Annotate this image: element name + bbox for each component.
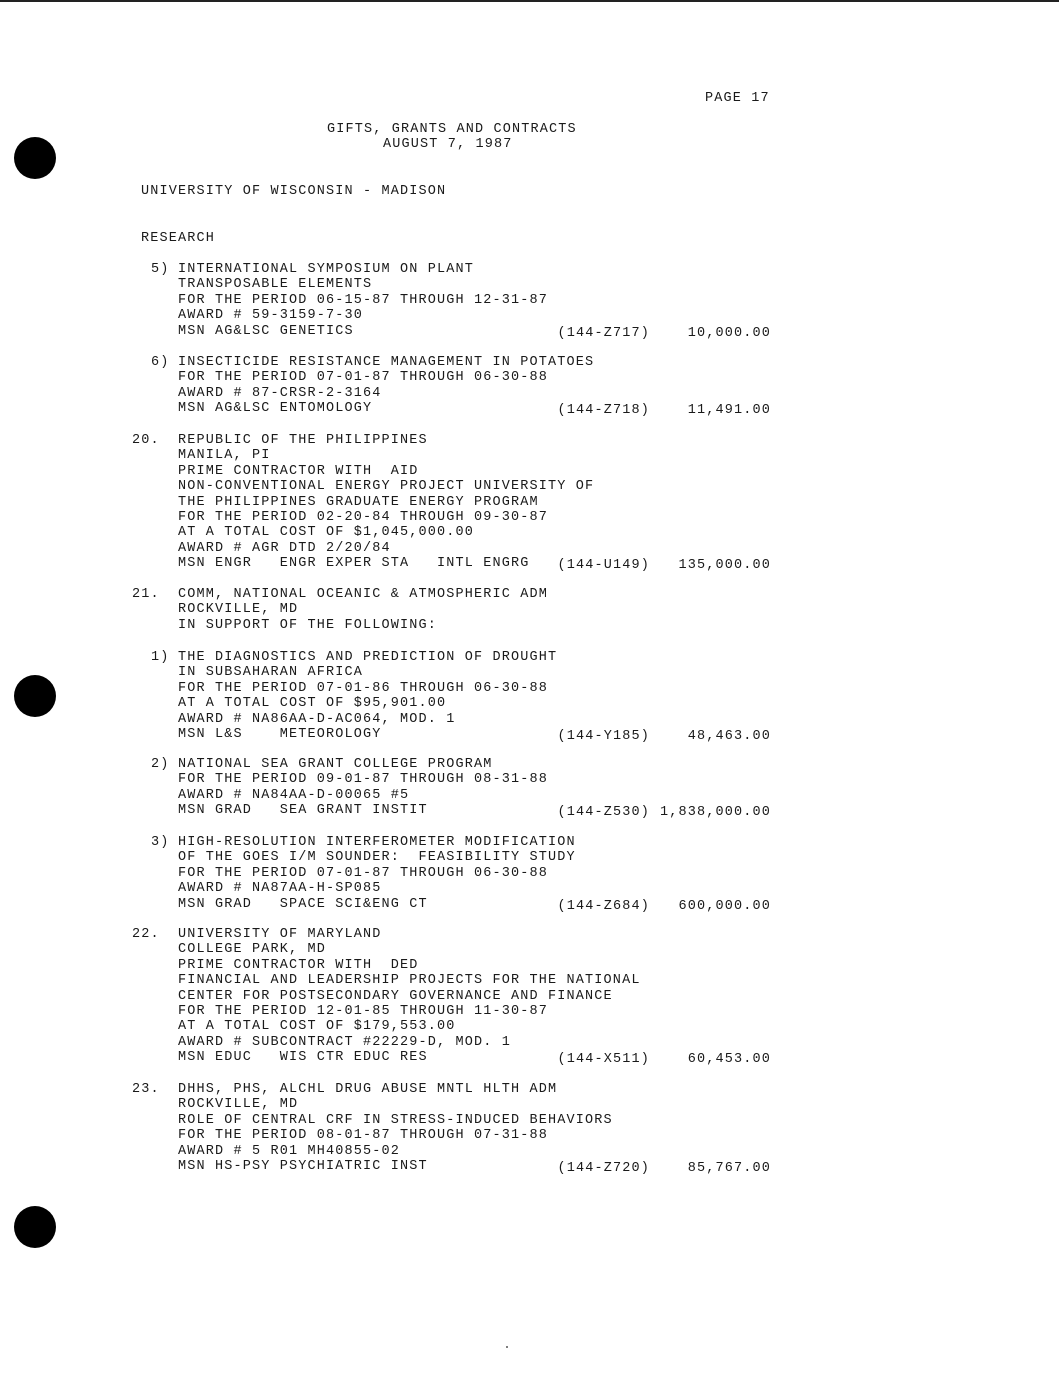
entry-line: ROLE OF CENTRAL CRF IN STRESS-INDUCED BEHAVIORS bbox=[178, 1113, 613, 1128]
entry-number: 5) bbox=[151, 262, 170, 277]
award-amount: 11,491.00 bbox=[687, 403, 771, 418]
entry-line: MSN ENGR ENGR EXPER STA INTL ENGRG bbox=[178, 556, 530, 571]
entry-line: MSN GRAD SEA GRANT INSTIT bbox=[178, 803, 428, 818]
entry-line: AWARD # SUBCONTRACT #22229-D, MOD. 1 bbox=[178, 1035, 512, 1050]
entry-line: PRIME CONTRACTOR WITH DED bbox=[178, 958, 419, 973]
award-amount: 135,000.00 bbox=[678, 558, 771, 573]
entry-line: FOR THE PERIOD 09-01-87 THROUGH 08-31-88 bbox=[178, 772, 549, 787]
entry-line: FOR THE PERIOD 07-01-86 THROUGH 06-30-88 bbox=[178, 681, 549, 696]
entry-line: HIGH-RESOLUTION INTERFEROMETER MODIFICATION bbox=[178, 835, 576, 850]
entry-number: 20. bbox=[132, 433, 160, 448]
institution-name: UNIVERSITY OF WISCONSIN - MADISON bbox=[141, 184, 447, 199]
punch-hole-bottom bbox=[14, 1206, 56, 1248]
entry-number: 3) bbox=[151, 835, 170, 850]
entry-line: COMM, NATIONAL OCEANIC & ATMOSPHERIC ADM bbox=[178, 587, 549, 602]
entry-line: AWARD # 87-CRSR-2-3164 bbox=[178, 386, 382, 401]
entry-line: AWARD # 5 R01 MH40855-02 bbox=[178, 1144, 401, 1159]
entry-line: IN SUPPORT OF THE FOLLOWING: bbox=[178, 618, 438, 633]
entry-line: THE PHILIPPINES GRADUATE ENERGY PROGRAM bbox=[178, 495, 539, 510]
entry-line: FOR THE PERIOD 07-01-87 THROUGH 06-30-88 bbox=[178, 370, 549, 385]
entry-line: AWARD # AGR DTD 2/20/84 bbox=[178, 541, 391, 556]
account-code: (144-U149) bbox=[557, 558, 650, 573]
entry-line: MSN GRAD SPACE SCI&ENG CT bbox=[178, 897, 428, 912]
entry-line: AWARD # 59-3159-7-30 bbox=[178, 308, 364, 323]
document-title: GIFTS, GRANTS AND CONTRACTS bbox=[327, 122, 577, 137]
award-amount: 1,838,000.00 bbox=[659, 805, 771, 820]
entry-line: DHHS, PHS, ALCHL DRUG ABUSE MNTL HLTH ADM bbox=[178, 1082, 558, 1097]
entry-number: 2) bbox=[151, 757, 170, 772]
award-amount: 10,000.00 bbox=[687, 326, 771, 341]
entry-line: NON-CONVENTIONAL ENERGY PROJECT UNIVERSITY OF bbox=[178, 479, 595, 494]
entry-line: AT A TOTAL COST OF $179,553.00 bbox=[178, 1019, 456, 1034]
entry-line: MSN L&S METEOROLOGY bbox=[178, 727, 382, 742]
punch-hole-middle bbox=[14, 675, 56, 717]
entry-line: AWARD # NA87AA-H-SP085 bbox=[178, 881, 382, 896]
entry-line: FINANCIAL AND LEADERSHIP PROJECTS FOR THE NATIONAL bbox=[178, 973, 641, 988]
entry-number: 6) bbox=[151, 355, 170, 370]
award-amount: 600,000.00 bbox=[678, 899, 771, 914]
entry-line: AWARD # NA84AA-D-00065 #5 bbox=[178, 788, 410, 803]
account-code: (144-X511) bbox=[557, 1052, 650, 1067]
account-code: (144-Z684) bbox=[557, 899, 650, 914]
entry-number: 22. bbox=[132, 927, 160, 942]
entry-line: TRANSPOSABLE ELEMENTS bbox=[178, 277, 373, 292]
page-number: PAGE 17 bbox=[705, 91, 770, 106]
award-amount: 60,453.00 bbox=[687, 1052, 771, 1067]
entry-line: COLLEGE PARK, MD bbox=[178, 942, 327, 957]
account-code: (144-Z530) bbox=[557, 805, 650, 820]
punch-hole-top bbox=[14, 137, 56, 179]
scan-speck bbox=[506, 1346, 508, 1348]
entry-line: MSN AG&LSC ENTOMOLOGY bbox=[178, 401, 373, 416]
entry-line: THE DIAGNOSTICS AND PREDICTION OF DROUGHT bbox=[178, 650, 558, 665]
entry-line: AT A TOTAL COST OF $1,045,000.00 bbox=[178, 525, 475, 540]
entry-line: MSN AG&LSC GENETICS bbox=[178, 324, 354, 339]
entry-line: FOR THE PERIOD 06-15-87 THROUGH 12-31-87 bbox=[178, 293, 549, 308]
entry-line: CENTER FOR POSTSECONDARY GOVERNANCE AND FINANCE bbox=[178, 989, 613, 1004]
entry-line: UNIVERSITY OF MARYLAND bbox=[178, 927, 382, 942]
entry-number: 1) bbox=[151, 650, 170, 665]
entry-line: IN SUBSAHARAN AFRICA bbox=[178, 665, 364, 680]
entry-line: OF THE GOES I/M SOUNDER: FEASIBILITY STUDY bbox=[178, 850, 576, 865]
entry-line: INSECTICIDE RESISTANCE MANAGEMENT IN POTATOES bbox=[178, 355, 595, 370]
entry-line: REPUBLIC OF THE PHILIPPINES bbox=[178, 433, 428, 448]
award-amount: 85,767.00 bbox=[687, 1161, 771, 1176]
account-code: (144-Z720) bbox=[557, 1161, 650, 1176]
entry-line: FOR THE PERIOD 07-01-87 THROUGH 06-30-88 bbox=[178, 866, 549, 881]
account-code: (144-Z717) bbox=[557, 326, 650, 341]
top-border-line bbox=[0, 0, 1059, 2]
award-amount: 48,463.00 bbox=[687, 729, 771, 744]
entry-line: PRIME CONTRACTOR WITH AID bbox=[178, 464, 419, 479]
document-date: AUGUST 7, 1987 bbox=[383, 137, 513, 152]
account-code: (144-Y185) bbox=[557, 729, 650, 744]
entry-line: FOR THE PERIOD 08-01-87 THROUGH 07-31-88 bbox=[178, 1128, 549, 1143]
entry-number: 23. bbox=[132, 1082, 160, 1097]
section-heading: RESEARCH bbox=[141, 231, 216, 246]
account-code: (144-Z718) bbox=[557, 403, 650, 418]
entry-line: INTERNATIONAL SYMPOSIUM ON PLANT bbox=[178, 262, 475, 277]
entry-line: FOR THE PERIOD 02-20-84 THROUGH 09-30-87 bbox=[178, 510, 549, 525]
entry-line: ROCKVILLE, MD bbox=[178, 1097, 299, 1112]
entry-line: MSN EDUC WIS CTR EDUC RES bbox=[178, 1050, 428, 1065]
entry-line: AT A TOTAL COST OF $95,901.00 bbox=[178, 696, 447, 711]
entry-line: FOR THE PERIOD 12-01-85 THROUGH 11-30-87 bbox=[178, 1004, 549, 1019]
entry-line: MSN HS-PSY PSYCHIATRIC INST bbox=[178, 1159, 428, 1174]
entry-line: AWARD # NA86AA-D-AC064, MOD. 1 bbox=[178, 712, 456, 727]
entry-line: ROCKVILLE, MD bbox=[178, 602, 299, 617]
entry-line: NATIONAL SEA GRANT COLLEGE PROGRAM bbox=[178, 757, 493, 772]
entry-line: MANILA, PI bbox=[178, 448, 271, 463]
entry-number: 21. bbox=[132, 587, 160, 602]
